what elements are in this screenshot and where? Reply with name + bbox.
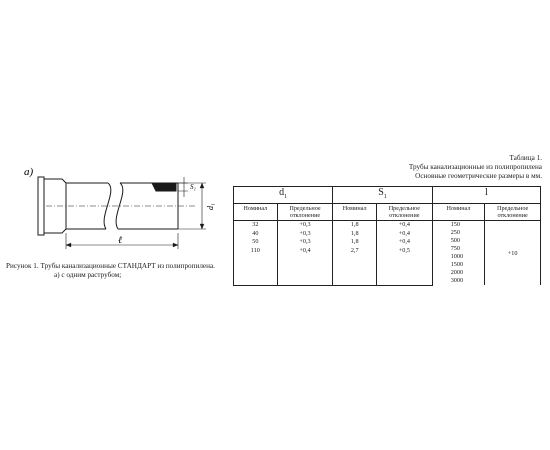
header-d1: $d_1$ <box>234 187 333 204</box>
cell-d-tolerance: +0,4 <box>277 247 333 255</box>
dimension-s1-label: S₁ <box>190 183 196 191</box>
cell-s-nominal: 1,8 <box>333 221 377 230</box>
col-header-d-nominal: Номинал <box>234 204 278 221</box>
cell-s-tolerance: +0,4 <box>377 230 433 238</box>
col-header-l-nominal: Номинал <box>432 204 485 221</box>
table-title-subject: Трубы канализационные из полипропилена <box>408 163 542 171</box>
table-title <box>409 154 542 181</box>
cell-s-nominal: 1,8 <box>333 238 377 246</box>
cell-d-nominal: 32 <box>234 221 278 230</box>
dimension-l-label: ℓ <box>118 235 123 246</box>
cell-l-nominal-list: 150 250 500 750 1000 1500 2000 3000 <box>432 221 485 286</box>
figure-caption-title: Рисунок 1. Трубы канализационные СТАНДАРТ из полипропилена. <box>6 262 215 270</box>
col-header-d-tolerance: Предельное отклонение <box>277 204 333 221</box>
cell-d-tolerance: +0,3 <box>277 230 333 238</box>
cell-s-nominal: 2,7 <box>333 247 377 255</box>
figure-caption <box>6 262 215 280</box>
cell-s-tolerance: +0,5 <box>377 247 433 255</box>
pipe-drawing <box>26 155 226 255</box>
dimensions-table <box>233 186 541 286</box>
table-title-units: Основные геометрические размеры в мм. <box>415 172 542 180</box>
cell-d-nominal: 110 <box>234 247 278 255</box>
cell-d-nominal: 40 <box>234 230 278 238</box>
cell-d-tolerance: +0,3 <box>277 221 333 230</box>
cell-d-tolerance: +0,3 <box>277 238 333 246</box>
table-row <box>234 221 541 230</box>
col-header-s-nominal: Номинал <box>333 204 377 221</box>
table-title-number: Таблица 1. <box>509 154 542 162</box>
figure-caption-variant: а) с одним раструбом; <box>54 271 122 279</box>
header-l: l <box>432 187 540 204</box>
cell-s-nominal: 1,8 <box>333 230 377 238</box>
pipe-socket-rim <box>38 177 44 235</box>
cell-l-tolerance: +10 <box>485 221 541 286</box>
figure-panel-label: а) <box>24 166 34 178</box>
pipe-wall-section <box>152 183 176 191</box>
col-header-l-tolerance: Предельное отклонение <box>485 204 541 221</box>
cell-s-tolerance: +0,4 <box>377 221 433 230</box>
header-s1: $S_1$ <box>333 187 432 204</box>
cell-d-nominal: 50 <box>234 238 278 246</box>
dimension-d1-label: d₁ <box>206 203 215 210</box>
col-header-s-tolerance: Предельное отклонение <box>377 204 433 221</box>
cell-s-tolerance: +0,4 <box>377 238 433 246</box>
